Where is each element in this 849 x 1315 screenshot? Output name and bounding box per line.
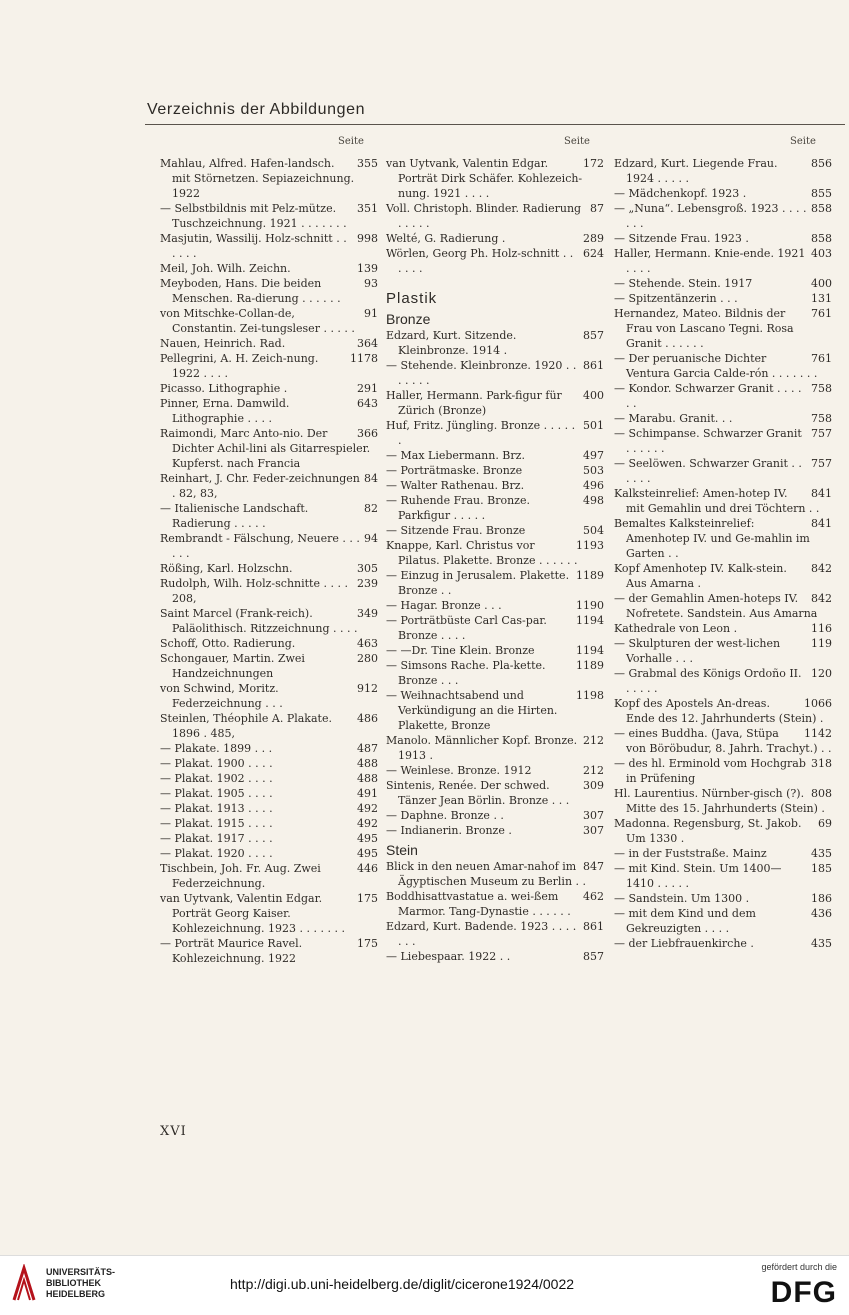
page-number: XVI [160,1124,187,1139]
entry-text: — Weinlese. Bronze. 1912 [386,764,532,777]
index-entry [386,156,604,201]
index-entry [160,741,378,756]
page-reference: 491 [357,787,378,800]
entry-text: — mit dem Kind und dem Gekreuzigten . . . . [614,907,756,935]
index-entry [386,478,604,493]
entry-text: — Skulpturen der west-lichen Vorhalle . . . [614,637,781,665]
page-reference: 861 [583,359,604,372]
index-entry [160,531,378,561]
index-entry [614,726,832,756]
index-entry [614,246,832,276]
page-reference: 318 [811,757,832,770]
page-reference: 488 [357,772,378,785]
page-reference: 842 [811,592,832,605]
page-reference: 998 [357,232,378,245]
page-reference: 856 [811,157,832,170]
page-reference: 912 [357,682,378,695]
index-entry [386,493,604,523]
page-reference: 307 [583,824,604,837]
page-reference: 497 [583,449,604,462]
index-entry [614,201,832,231]
page-reference: 280 [357,652,378,665]
entry-text: — Simsons Rache. Pla-kette. Bronze . . . [386,659,546,687]
entry-text: Bemaltes Kalksteinrelief: Amenhotep IV. und Ge-mahlin im Garten . . [614,517,810,560]
index-entry [160,831,378,846]
entry-text: — Seelöwen. Schwarzer Granit . . . . . . [614,457,802,485]
entry-text: Edzard, Kurt. Sitzende. Kleinbronze. 1914 . [386,329,517,357]
index-entry [614,231,832,246]
page-reference: 858 [811,202,832,215]
viewer-footer [0,1255,849,1315]
index-entry [386,388,604,418]
entry-text: Reinhart, J. Chr. Feder-zeichnungen . 82, 83, [160,472,360,500]
entry-text: von Mitschke-Collan-de, Constantin. Zei-tungsleser . . . . . [160,307,355,335]
index-entry [386,949,604,964]
index-entry [160,201,378,231]
index-entry [614,936,832,951]
subsection-heading: Bronze [386,311,431,327]
index-entry [160,786,378,801]
entry-text: — Porträt Maurice Ravel. Kohlezeichnung. 1922 [160,937,303,965]
index-entry [614,276,832,291]
page-reference: 403 [811,247,832,260]
dfg-logo: DFG [770,1276,837,1309]
page-reference: 82 [364,502,378,515]
page-reference: 1178 [350,352,378,365]
index-entry [614,186,832,201]
index-entry [614,426,832,456]
index-entry [386,889,604,919]
page-reference: 291 [357,382,378,395]
entry-text: — Sandstein. Um 1300 . [614,892,750,905]
page-reference: 857 [583,950,604,963]
index-entry [614,816,832,846]
permalink-url[interactable]: http://digi.ub.uni-heidelberg.de/diglit/cicerone1924/0022 [230,1276,575,1292]
page-reference: 351 [357,202,378,215]
index-entry [160,756,378,771]
index-entry [614,756,832,786]
entry-text: Tischbein, Joh. Fr. Aug. Zwei Federzeichnung. [160,862,321,890]
entry-text: von Schwind, Moritz. Federzeichnung . . . [160,682,283,710]
entry-text: Kathedrale von Leon . [614,622,738,635]
index-entry [160,561,378,576]
entry-text: — Weihnachtsabend und Verkündigung an die Hirten. Plakette, Bronze [386,689,558,732]
index-entry [160,231,378,261]
index-entry [386,231,604,246]
entry-text: — eines Buddha. (Java, Stüpa von Böröbudur, 8. Jahrh. Trachyt.) . . [614,727,832,755]
entry-text: Madonna. Regensburg, St. Jakob. Um 1330 . [614,817,802,845]
page-reference: 435 [811,847,832,860]
entry-text: Kopf des Apostels An-dreas. Ende des 12. Jahrhunderts (Stein) . [614,697,824,725]
entry-text: — der Liebfrauenkirche . [614,937,754,950]
entry-text: Welté, G. Radierung . [386,232,506,245]
page-reference: 175 [357,937,378,950]
page-reference: 643 [357,397,378,410]
index-entry [386,418,604,448]
entry-text: Edzard, Kurt. Badende. 1923 . . . . . . . [386,920,577,948]
index-entry [160,846,378,861]
index-entry [614,591,832,621]
page-reference: 185 [811,862,832,875]
index-entry [614,861,832,891]
entry-text: Knappe, Karl. Christus vor Pilatus. Plakette. Bronze . . . . . . [386,539,578,567]
page-reference: 498 [583,494,604,507]
page-reference: 289 [583,232,604,245]
entry-text: Rudolph, Wilh. Holz-schnitte . . . . 208, [160,577,348,605]
index-entry [614,621,832,636]
column-body [386,156,604,964]
page-reference: 761 [811,307,832,320]
page-reference: 94 [364,532,378,545]
index-entry [386,463,604,478]
index-entry [614,906,832,936]
page-reference: 349 [357,607,378,620]
index-entry [614,561,832,591]
entry-text: — Plakat. 1913 . . . . [160,802,273,815]
entry-text: Steinlen, Théophile A. Plakate. 1896 . 485, [160,712,332,740]
entry-text: — Daphne. Bronze . . [386,809,504,822]
page-reference: 858 [811,232,832,245]
entry-text: Meil, Joh. Wilh. Zeichn. [160,262,291,275]
entry-text: Mahlau, Alfred. Hafen-landsch. mit Störnetzen. Sepiazeichnung. 1922 [160,157,355,200]
entry-text: — Liebespaar. 1922 . . [386,950,511,963]
entry-text: Saint Marcel (Frank-reich). Paläolithisch. Ritzzeichnung . . . . [160,607,358,635]
entry-text: Haller, Hermann. Park-figur für Zürich (Bronze) [386,389,562,417]
column-body [160,156,378,966]
index-entry [386,598,604,613]
entry-text: — —Dr. Tine Klein. Bronze [386,644,535,657]
page-reference: 495 [357,832,378,845]
seite-label: Seite [790,136,816,147]
page-reference: 212 [583,764,604,777]
entry-text: — Sitzende Frau. Bronze [386,524,526,537]
index-entry [160,636,378,651]
page-reference: 758 [811,412,832,425]
entry-text: Nauen, Heinrich. Rad. [160,337,286,350]
index-entry [614,666,832,696]
page-reference: 841 [811,487,832,500]
entry-text: Rößing, Karl. Holzschn. [160,562,293,575]
page-reference: 1066 [804,697,832,710]
entry-text: — in der Fuststraße. Mainz [614,847,767,860]
index-entry [160,936,378,966]
entry-text: — Plakat. 1905 . . . . [160,787,273,800]
page-reference: 855 [811,187,832,200]
entry-text: — Plakat. 1920 . . . . [160,847,273,860]
index-entry [386,778,604,808]
entry-text: van Uytvank, Valentin Edgar. Porträt Georg Kaiser. Kohlezeichnung. 1923 . . . . . . . [160,892,345,935]
page-reference: 91 [364,307,378,320]
entry-text: Boddhisattvastatue a. wei-ßem Marmor. Tang-Dynastie . . . . . . [386,890,571,918]
index-entry [386,523,604,538]
entry-text: — Spitzentänzerin . . . [614,292,738,305]
page-reference: 119 [811,637,832,650]
index-entry [614,486,832,516]
index-entry [386,658,604,688]
page-reference: 861 [583,920,604,933]
entry-text: Pellegrini, A. H. Zeich-nung. 1922 . . . . [160,352,319,380]
entry-text: — Hagar. Bronze . . . [386,599,502,612]
page-reference: 1142 [804,727,832,740]
entry-text: — mit Kind. Stein. Um 1400—1410 . . . . . [614,862,782,890]
column-body [614,156,832,951]
index-entry [614,636,832,666]
page-reference: 84 [364,472,378,485]
entry-text: — „Nuna“. Lebensgroß. 1923 . . . . . . . [614,202,807,230]
entry-text: — Grabmal des Königs Ordoño II. . . . . . [614,667,802,695]
page-reference: 93 [364,277,378,290]
index-entry [160,891,378,936]
seite-label: Seite [338,136,364,147]
entry-text: Masjutin, Wassilij. Holz-schnitt . . . . . . [160,232,347,260]
page-reference: 487 [357,742,378,755]
page-reference: 400 [583,389,604,402]
index-entry [160,351,378,381]
index-entry [160,861,378,891]
index-entry [614,696,832,726]
index-entry [160,336,378,351]
index-entry [614,786,832,816]
index-entry [160,501,378,531]
page-reference: 504 [583,524,604,537]
entry-text: Sintenis, Renée. Der schwed. Tänzer Jean Börlin. Bronze . . . [386,779,570,807]
index-entry [160,801,378,816]
page-reference: 492 [357,817,378,830]
index-entry [160,471,378,501]
page-reference: 239 [357,577,378,590]
page-reference: 841 [811,517,832,530]
page-reference: 1194 [576,614,604,627]
entry-text: — der Gemahlin Amen-hoteps IV. Nofretete. Sandstein. Aus Amarna [614,592,818,620]
page-reference: 175 [357,892,378,905]
entry-text: — Plakat. 1917 . . . . [160,832,273,845]
page-reference: 757 [811,427,832,440]
index-entry [160,711,378,741]
index-entry [386,568,604,598]
entry-text: — Plakat. 1902 . . . . [160,772,273,785]
page-reference: 1198 [576,689,604,702]
library-line: HEIDELBERG [46,1289,106,1299]
page-reference: 857 [583,329,604,342]
index-entry [386,688,604,733]
library-name [46,1267,115,1300]
entry-text: — Max Liebermann. Brz. [386,449,525,462]
entry-text: — Plakat. 1900 . . . . [160,757,273,770]
page-reference: 435 [811,937,832,950]
page-reference: 496 [583,479,604,492]
index-entry [160,156,378,201]
subsection-heading: Stein [386,842,418,858]
section-heading: Plastik [386,290,438,307]
page-reference: 808 [811,787,832,800]
page-reference: 757 [811,457,832,470]
entry-text: Kopf Amenhotep IV. Kalk-stein. Aus Amarna . [614,562,787,590]
entry-text: — Ruhende Frau. Bronze. Parkfigur . . . . . [386,494,530,522]
index-entry [386,246,604,276]
page-reference: 436 [811,907,832,920]
page-reference: 305 [357,562,378,575]
entry-text: — Porträtbüste Carl Cas-par. Bronze . . . . [386,614,547,642]
page-reference: 1190 [576,599,604,612]
page-reference: 69 [818,817,832,830]
index-entry [614,891,832,906]
entry-text: — Walter Rathenau. Brz. [386,479,525,492]
entry-text: — Stehende. Kleinbronze. 1920 . . . . . . . [386,359,577,387]
index-entry [386,823,604,838]
page-reference: 488 [357,757,378,770]
page-reference: 463 [357,637,378,650]
entry-text: — Indianerin. Bronze . [386,824,512,837]
index-entry [614,411,832,426]
entry-text: Rembrandt - Fälschung, Neuere . . . . . . [160,532,360,560]
index-entry [614,306,832,351]
page-reference: 116 [811,622,832,635]
entry-text: Meyboden, Hans. Die beiden Menschen. Ra-dierung . . . . . . [160,277,341,305]
page-reference: 486 [357,712,378,725]
page-reference: 624 [583,247,604,260]
index-entry [386,448,604,463]
index-entry [386,733,604,763]
index-entry [386,859,604,889]
entry-text: — des hl. Erminold vom Hochgrab in Prüfening [614,757,806,785]
entry-text: Voll. Christoph. Blinder. Radierung . . . . . [386,202,582,230]
entry-text: — Plakate. 1899 . . . [160,742,273,755]
university-logo-icon [10,1264,38,1304]
page-reference: 139 [357,262,378,275]
entry-text: Blick in den neuen Amar-nahof im Ägyptischen Museum zu Berlin . . [386,860,587,888]
entry-text: Kalksteinrelief: Amen-hotep IV. mit Gemahlin und drei Töchtern . . [614,487,820,515]
entry-text: Manolo. Männlicher Kopf. Bronze. 1913 . [386,734,578,762]
seite-label: Seite [564,136,590,147]
entry-text: — Marabu. Granit. . . [614,412,733,425]
page-reference: 1193 [576,539,604,552]
entry-text: Pinner, Erna. Damwild. Lithographie . . . . [160,397,290,425]
page-title: Verzeichnis der Abbildungen [147,101,366,118]
index-entry [614,516,832,561]
index-entry [614,846,832,861]
index-entry [386,919,604,949]
index-entry [160,396,378,426]
entry-text: Picasso. Lithographie . [160,382,288,395]
entry-text: Huf, Fritz. Jüngling. Bronze . . . . . . [386,419,576,447]
page-reference: 366 [357,427,378,440]
entry-text: — Stehende. Stein. 1917 [614,277,753,290]
index-entry [160,606,378,636]
entry-text: — Italienische Landschaft. Radierung . . . . . [160,502,309,530]
index-entry [386,538,604,568]
index-entry [614,381,832,411]
entry-text: — Sitzende Frau. 1923 . [614,232,749,245]
entry-text: Wörlen, Georg Ph. Holz-schnitt . . . . . . [386,247,574,275]
page-reference: 758 [811,382,832,395]
page-reference: 1189 [576,569,604,582]
index-entry [160,771,378,786]
page-reference: 1189 [576,659,604,672]
page-reference: 309 [583,779,604,792]
page-reference: 355 [357,157,378,170]
entry-text: — Porträtmaske. Bronze [386,464,523,477]
entry-text: — Der peruanische Dichter Ventura Garcia Calde-rón . . . . . . . [614,352,818,380]
page-reference: 212 [583,734,604,747]
page-reference: 172 [583,157,604,170]
entry-text: — Schimpanse. Schwarzer Granit . . . . . . [614,427,802,455]
entry-text: Schoff, Otto. Radierung. [160,637,296,650]
index-entry [614,156,832,186]
entry-text: Haller, Hermann. Knie-ende. 1921 . . . . [614,247,806,275]
sponsor-label: gefördert durch die [761,1262,837,1272]
entry-text: Hernandez, Mateo. Bildnis der Frau von Lascano Tegni. Rosa Granit . . . . . . [614,307,794,350]
header-divider [145,124,845,125]
entry-text: van Uytvank, Valentin Edgar. Porträt Dirk Schäfer. Kohlezeich-nung. 1921 . . . . [386,157,583,200]
index-entry [386,613,604,643]
page-reference: 847 [583,860,604,873]
index-entry [160,426,378,471]
entry-text: — Kondor. Schwarzer Granit . . . . . . [614,382,802,410]
index-entry [160,306,378,336]
page-reference: 131 [811,292,832,305]
index-entry [614,456,832,486]
index-entry [386,328,604,358]
index-entry [386,201,604,231]
index-entry [160,381,378,396]
page-reference: 462 [583,890,604,903]
entry-text: Raimondi, Marc Anto-nio. Der Dichter Achil-lini als Gitarrespieler. Kupferst. nach Francia [160,427,371,470]
library-line: BIBLIOTHEK [46,1278,101,1288]
entry-text: — Selbstbildnis mit Pelz-mütze. Tuschzeichnung. 1921 . . . . . . . [160,202,347,230]
entry-text: Schongauer, Martin. Zwei Handzeichnungen [160,652,305,680]
index-entry [386,763,604,778]
entry-text: Edzard, Kurt. Liegende Frau. 1924 . . . . . [614,157,778,185]
page-reference: 501 [583,419,604,432]
entry-text: Hl. Laurentius. Nürnber-gisch (?). Mitte des 15. Jahrhunderts (Stein) . [614,787,825,815]
page-reference: 503 [583,464,604,477]
entry-text: — Einzug in Jerusalem. Plakette. Bronze . . [386,569,570,597]
index-entry [614,351,832,381]
page-reference: 495 [357,847,378,860]
index-entry [160,681,378,711]
library-line: UNIVERSITÄTS- [46,1267,116,1277]
index-entry [386,643,604,658]
page-reference: 761 [811,352,832,365]
index-entry [160,261,378,276]
entry-text: — Mädchenkopf. 1923 . [614,187,747,200]
page-reference: 446 [357,862,378,875]
index-entry [160,276,378,306]
index-entry [386,808,604,823]
page-reference: 364 [357,337,378,350]
page-reference: 400 [811,277,832,290]
index-entry [614,291,832,306]
page-reference: 1194 [576,644,604,657]
page-reference: 87 [590,202,604,215]
entry-text: — Plakat. 1915 . . . . [160,817,273,830]
page-reference: 307 [583,809,604,822]
page-reference: 842 [811,562,832,575]
page-reference: 120 [811,667,832,680]
page-reference: 186 [811,892,832,905]
index-entry [160,576,378,606]
index-entry [160,651,378,681]
page-reference: 492 [357,802,378,815]
index-entry [160,816,378,831]
index-entry [386,358,604,388]
